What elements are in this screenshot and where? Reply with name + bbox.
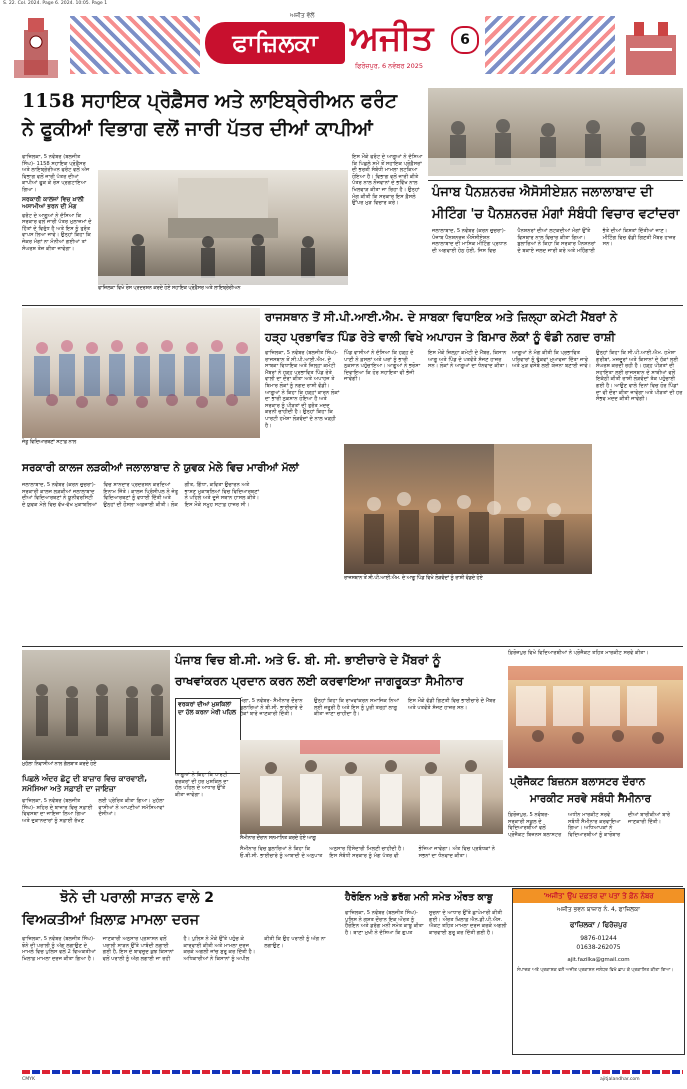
story5-pull — [175, 698, 241, 774]
masthead — [0, 10, 687, 80]
row-divider-3 — [22, 886, 683, 887]
story7-body: ਫ਼ਿਰੋਜ਼ਪੁਰ, 5 ਨਵੰਬਰ- ਸਰਕਾਰੀ ਸਕੂਲ ਦੇ ਵਿਦਿਆਰਥੀਆਂ ਵਲੋਂ ਪ੍ਰੋਜੈਕਟ ਬਿਜ਼ਨਸ ਬਲਾਸਟਰ ਅਧੀਨ ਮਾਰਕੀਟ ਸਰਵੇ ਸਬੰਧੀ ਸੈਮੀਨਾਰ ਕਰਵਾਇਆ ਗਿਆ। ਅਧਿਆਪਕਾਂ ਨੇ ਵਿਦਿਆਰਥੀਆਂ ਨੂੰ ਕਾਰੋਬਾਰ ਦੀਆਂ ਬਾਰੀਕੀਆਂ ਬਾਰੇ ਜਾਣਕਾਰੀ ਦਿੱਤੀ। — [508, 812, 671, 838]
story1-photo — [98, 170, 348, 285]
masthead-left-ornament — [6, 10, 66, 80]
story2-rule — [428, 180, 683, 181]
story3-col-5: ਉਨ੍ਹਾਂ ਕਿਹਾ ਕਿ ਸੀ.ਪੀ.ਆਈ.ਐਮ. ਹਮੇਸ਼ਾ ਗਰੀਬਾਂ, ਮਜ਼ਦੂਰਾਂ ਅਤੇ ਕਿਸਾਨਾਂ ਦੇ ਹੱਕਾਂ ਲਈ ਸੰਘਰਸ਼ ਕਰਦੀ ਰਹੀ ਹੈ। ਹੜ੍ਹ ਪੀੜਤਾਂ ਦੀ ਸਹਾਇਤਾ ਲਈ ਰਾਜਸਥਾਨ ਦੇ ਸਾਥੀਆਂ ਵਲੋਂ ਇਕੱਠੀ ਕੀਤੀ ਰਾਸ਼ੀ ਲੋੜਵੰਦਾਂ ਤੱਕ ਪਹੁੰਚਾਈ ਗਈ ਹੈ। ਆਉਣ ਵਾਲੇ ਦਿਨਾਂ ਵਿਚ ਹੋਰ ਪਿੰਡਾਂ ਦਾ ਵੀ ਦੌਰਾ ਕੀਤਾ ਜਾਵੇਗਾ ਅਤੇ ਪੀੜਤਾਂ ਦੀ ਹਰ ਸੰਭਵ ਮਦਦ ਕੀਤੀ ਜਾਵੇਗੀ। — [596, 350, 683, 403]
office-ad-footer-text: ਸੰਪਾਦਕ ਅਤੇ ਪ੍ਰਕਾਸ਼ਕ ਵਲੋਂ ਅਜੀਤ ਪ੍ਰਕਾਸ਼ਨ ਜਲੰਧਰ ਵਿਖੇ ਛਾਪ ਕੇ ਪ੍ਰਕਾਸ਼ਿਤ ਕੀਤਾ ਗਿਆ। — [517, 968, 674, 973]
office-ad-phone1: 9876-01244 — [580, 935, 617, 942]
story3-col-1: ਫਾਜ਼ਿਲਕਾ, 5 ਨਵੰਬਰ (ਬਲਜੀਤ ਸਿੰਘ)- ਰਾਜਸਥਾਨ ਤੋਂ ਸੀ.ਪੀ.ਆਈ.ਐਮ. ਦੇ ਸਾਬਕਾ ਵਿਧਾਇਕ ਅਤੇ ਜ਼ਿਲ੍ਹਾ ਕਮੇਟੀ ਮੈਂਬਰਾਂ ਨੇ ਹੜ੍ਹ ਪ੍ਰਭਾਵਿਤ ਪਿੰਡ ਰੇਤੇ ਵਾਲੀ ਦਾ ਦੌਰਾ ਕੀਤਾ ਅਤੇ ਅਪਾਹਜ ਤੇ ਬਿਮਾਰ ਲੋਕਾਂ ਨੂੰ ਨਗਦ ਰਾਸ਼ੀ ਵੰਡੀ। ਆਗੂਆਂ ਨੇ ਕਿਹਾ ਕਿ ਹੜ੍ਹਾਂ ਕਾਰਨ ਲੋਕਾਂ ਦਾ ਭਾਰੀ ਨੁਕਸਾਨ ਹੋਇਆ ਹੈ ਅਤੇ ਸਰਕਾਰ ਨੂੰ ਪੀੜਤਾਂ ਦੀ ਤੁਰੰਤ ਮਦਦ ਕਰਨੀ ਚਾਹੀਦੀ ਹੈ। ਉਨ੍ਹਾਂ ਕਿਹਾ ਕਿ ਪਾਰਟੀ ਹਮੇਸ਼ਾ ਲੋੜਵੰਦਾਂ ਦੇ ਨਾਲ ਖੜ੍ਹੀ ਹੈ। — [265, 350, 340, 429]
office-ad-phones — [513, 934, 684, 952]
story5-col-1: ਮੋਗਾ, 5 ਨਵੰਬਰ- ਸੈਮੀਨਾਰ ਦੌਰਾਨ ਬੁਲਾਰਿਆਂ ਨੇ ਬੀ.ਸੀ. ਭਾਈਚਾਰੇ ਦੇ ਹੱਕਾਂ ਬਾਰੇ ਜਾਣਕਾਰੀ ਦਿੱਤੀ। — [240, 698, 303, 718]
masthead-city-box — [205, 22, 345, 64]
masthead-city: ਫਾਜ਼ਿਲਕਾ — [232, 29, 318, 57]
story5-pull-text: ਵਰਕਰਾਂ ਦੀਆਂ ਮੁਸ਼ਕਿਲਾਂ ਦਾ ਹੱਲ ਕਰਨਾ ਮੇਰੀ ਪਹਿਲ — [178, 701, 237, 716]
protest-photo-icon — [98, 170, 348, 285]
story1-headline-1: 1158 ਸਹਾਇਕ ਪ੍ਰੋਫ਼ੈਸਰ ਅਤੇ ਲਾਇਬ੍ਰੇਰੀਅਨ ਫਰੰਟ — [22, 90, 398, 112]
masthead-right-ornament — [620, 10, 682, 80]
crowd-photo-icon — [344, 444, 592, 574]
office-ad-label: ਫਾਜ਼ਿਲਕਾ / ਫਿਰੋਜ਼ਪੁਰ — [570, 921, 627, 929]
masthead-pattern-right — [485, 16, 615, 74]
masthead-tag: ਅਜੀਤ ਵੱਲੋਂ — [290, 12, 315, 19]
story1-col-2: ਇਸ ਮੌਕੇ ਫਰੰਟ ਦੇ ਆਗੂਆਂ ਨੇ ਦੱਸਿਆ ਕਿ ਪਿਛਲੇ ਸਮੇਂ ਤੋਂ ਸਹਾਇਕ ਪ੍ਰੋਫ਼ੈਸਰਾਂ ਦੀ ਭਰਤੀ ਸੰਬੰਧੀ ਮਾਮਲਾ ਲਟਕਿਆ ਹੋਇਆ ਹੈ। ਵਿਭਾਗ ਵਲੋਂ ਜਾਰੀ ਕੀਤੇ ਪੱਤਰ ਨਾਲ ਨੌਜਵਾਨਾਂ ਦੇ ਭਵਿੱਖ ਨਾਲ ਖਿਲਵਾੜ ਕੀਤਾ ਜਾ ਰਿਹਾ ਹੈ। ਉਨ੍ਹਾਂ ਮੰਗ ਕੀਤੀ ਕਿ ਸਰਕਾਰ ਇਸ ਫ਼ੈਸਲੇ ਉੱਪਰ ਮੁੜ ਵਿਚਾਰ ਕਰੇ। — [352, 154, 423, 207]
story9-body: ਫਾਜ਼ਿਲਕਾ, 5 ਨਵੰਬਰ (ਬਲਜੀਤ ਸਿੰਘ)- ਪੁਲਿਸ ਨੇ ਗਸ਼ਤ ਦੌਰਾਨ ਇਕ ਔਰਤ ਨੂੰ ਹੈਰੋਇਨ ਅਤੇ ਡਰੱਗ ਮਨੀ ਸਮੇਤ ਕਾਬੂ ਕੀਤਾ ਹੈ। ਥਾਣਾ ਮੁਖੀ ਨੇ ਦੱਸਿਆ ਕਿ ਗੁਪਤ ਸੂਚਨਾ ਦੇ ਆਧਾਰ ਉੱਤੇ ਛਾਪੇਮਾਰੀ ਕੀਤੀ ਗਈ। ਔਰਤ ਖ਼ਿਲਾਫ਼ ਐਨ.ਡੀ.ਪੀ.ਐਸ. ਐਕਟ ਤਹਿਤ ਮਾਮਲਾ ਦਰਜ ਕਰਕੇ ਅਗਲੀ ਕਾਰਵਾਈ ਸ਼ੁਰੂ ਕਰ ਦਿੱਤੀ ਗਈ ਹੈ। — [345, 910, 507, 936]
masthead-date: ਫਿਰੋਜ਼ਪੁਰ, 6 ਨਵੰਬਰ 2025 — [355, 62, 423, 70]
page-number-badge — [451, 26, 479, 54]
story4-body: ਜਲਾਲਾਬਾਦ, 5 ਨਵੰਬਰ (ਕਰਨ ਚੁਚਰਾ)- ਸਰਕਾਰੀ ਕਾਲਜ ਲੜਕੀਆਂ ਜਲਾਲਾਬਾਦ ਦੀਆਂ ਵਿਦਿਆਰਥਣਾਂ ਨੇ ਯੂਨੀਵਰਸਿਟੀ ਦੇ ਯੁਵਕ ਮੇਲੇ ਵਿਚ ਵੱਖ-ਵੱਖ ਮੁਕਾਬਲਿਆਂ ਵਿਚ ਸ਼ਾਨਦਾਰ ਪ੍ਰਦਰਸ਼ਨ ਕਰਦਿਆਂ ਇਨਾਮ ਜਿੱਤੇ। ਕਾਲਜ ਪ੍ਰਿੰਸੀਪਲ ਨੇ ਜੇਤੂ ਵਿਦਿਆਰਥਣਾਂ ਨੂੰ ਵਧਾਈ ਦਿੱਤੀ ਅਤੇ ਉਨ੍ਹਾਂ ਦੀ ਹੌਸਲਾ ਅਫ਼ਜ਼ਾਈ ਕੀਤੀ। ਲੋਕ ਗੀਤ, ਗਿੱਧਾ, ਕਵਿਤਾ ਉਚਾਰਨ ਅਤੇ ਭਾਸ਼ਣ ਮੁਕਾਬਲਿਆਂ ਵਿਚ ਵਿਦਿਆਰਥਣਾਂ ਨੇ ਪਹਿਲੇ ਅਤੇ ਦੂਜੇ ਸਥਾਨ ਹਾਸਲ ਕੀਤੇ। ਇਸ ਮੌਕੇ ਸਮੂਹ ਸਟਾਫ਼ ਹਾਜ਼ਰ ਸੀ। — [22, 482, 260, 508]
office-ad-phone2: 01638-262075 — [576, 944, 621, 951]
story2-photo — [428, 88, 683, 176]
palace-icon — [620, 10, 682, 80]
office-ad-email: ajit.fazilka@gmail.com — [567, 957, 630, 963]
story4-photo — [22, 308, 260, 438]
footer-color-bar — [22, 1070, 683, 1074]
office-ad-line1: ਅਜੀਤ ਭਵਨ ਬਾਜ਼ਾਰ ਨੰ. 4, ਫਾਜ਼ਿਲਕਾ — [557, 906, 640, 913]
topline: S. 22. Col. 2024. Page 6. 2024. 10:05. Page 1 — [3, 1, 108, 6]
story6-photo — [22, 650, 170, 760]
story5-headline-1: ਪੰਜਾਬ ਵਿਚ ਬੀ.ਸੀ. ਅਤੇ ਓ. ਬੀ. ਸੀ. ਭਾਈਚਾਰੇ ਦੇ ਮੈਂਬਰਾਂ ਨੂੰ — [175, 653, 441, 667]
story8-headline-1: ਝੋਨੇ ਦੀ ਪਰਾਲੀ ਸਾੜਨ ਵਾਲੇ 2 — [60, 890, 214, 906]
story5-caption: ਸੈਮੀਨਾਰ ਦੌਰਾਨ ਸਨਮਾਨਿਤ ਕਰਦੇ ਹੋਏ ਆਗੂ — [240, 836, 316, 841]
shop-photo-icon — [508, 666, 683, 768]
story5-col-2: ਉਨ੍ਹਾਂ ਕਿਹਾ ਕਿ ਰਾਖਵਾਂਕਰਨ ਸਮਾਜਿਕ ਨਿਆਂ ਲਈ ਜ਼ਰੂਰੀ ਹੈ ਅਤੇ ਇਸ ਨੂੰ ਪੂਰੀ ਤਰ੍ਹਾਂ ਲਾਗੂ ਕੀਤਾ ਜਾਣਾ ਚਾਹੀਦਾ ਹੈ। — [314, 698, 400, 718]
row-divider-2 — [22, 646, 683, 647]
story6-headline: ਪਿਛਲੇ ਅੰਦਰ ਛੋਟੂ ਦੀ ਬਾਜ਼ਾਰ ਵਿਚ ਕਾਰਵਾਈ, ਸਮੱਸਿਆ ਅਤੇ ਸਫ਼ਾਈ ਦਾ ਜਾਇਜ਼ਾ — [22, 774, 148, 793]
story3-headline-1: ਰਾਜਸਥਾਨ ਤੋਂ ਸੀ.ਪੀ.ਆਈ.ਐਮ. ਦੇ ਸਾਬਕਾ ਵਿਧਾਇਕ ਅਤੇ ਜ਼ਿਲ੍ਹਾ ਕਮੇਟੀ ਮੈਂਬਰਾਂ ਨੇ — [265, 310, 618, 324]
story1-headline-2: ਨੇ ਫੂਕੀਆਂ ਵਿਭਾਗ ਵਲੋਂ ਜਾਰੀ ਪੱਤਰ ਦੀਆਂ ਕਾਪੀਆਂ — [22, 118, 373, 140]
office-ad-title: 'ਅਜੀਤ' ਉਪ ਦਫ਼ਤਰ ਦਾ ਪਤਾ ਤੇ ਫ਼ੋਨ ਨੰਬਰ — [513, 889, 684, 903]
story6-caption: ਮੁਹੱਲਾ ਨਿਵਾਸੀਆਂ ਨਾਲ ਗੱਲਬਾਤ ਕਰਦੇ ਹੋਏ — [22, 762, 97, 767]
seminar-photo-icon — [240, 740, 503, 834]
story3-headline-2: ਹੜ੍ਹ ਪ੍ਰਭਾਵਿਤ ਪਿੰਡ ਰੇਤੇ ਵਾਲੀ ਵਿਖੇ ਅਪਾਹਜ ਤੇ ਬਿਮਾਰ ਲੋਕਾਂ ਨੂੰ ਵੰਡੀ ਨਗਦ ਰਾਸ਼ੀ — [265, 330, 616, 344]
office-ad-box — [512, 888, 685, 1055]
story1-sub: ਸਰਕਾਰੀ ਕਾਲਜਾਂ ਵਿਚ ਖ਼ਾਲੀ ਅਸਾਮੀਆਂ ਭਰਨ ਦੀ ਮੰਗ — [22, 195, 84, 211]
story3-col-2: ਪਿੰਡ ਵਾਸੀਆਂ ਨੇ ਦੱਸਿਆ ਕਿ ਹੜ੍ਹ ਦੇ ਪਾਣੀ ਨੇ ਫ਼ਸਲਾਂ ਅਤੇ ਘਰਾਂ ਨੂੰ ਭਾਰੀ ਨੁਕਸਾਨ ਪਹੁੰਚਾਇਆ। ਆਗੂਆਂ ਨੇ ਭਰੋਸਾ ਦਿਵਾਇਆ ਕਿ ਹੋਰ ਸਹਾਇਤਾ ਵੀ ਭੇਜੀ ਜਾਵੇਗੀ। — [344, 350, 421, 383]
story7-headline-2: ਮਾਰਕੀਟ ਸਰਵੇ ਸਬੰਧੀ ਸੈਮੀਨਾਰ — [530, 793, 651, 805]
story2-headline-1: ਪੰਜਾਬ ਪੈਨਸ਼ਨਰਜ਼ ਐਸੋਸੀਏਸ਼ਨ ਜਲਾਲਾਬਾਦ ਦੀ — [432, 185, 653, 200]
story6-body: ਫਾਜ਼ਿਲਕਾ, 5 ਨਵੰਬਰ (ਬਲਜੀਤ ਸਿੰਘ)- ਸ਼ਹਿਰ ਦੇ ਬਾਜ਼ਾਰ ਵਿਚ ਸਫ਼ਾਈ ਵਿਵਸਥਾ ਦਾ ਜਾਇਜ਼ਾ ਲਿਆ ਗਿਆ ਅਤੇ ਦੁਕਾਨਦਾਰਾਂ ਨੂੰ ਸਫ਼ਾਈ ਰੱਖਣ ਲਈ ਪ੍ਰੇਰਿਤ ਕੀਤਾ ਗਿਆ। ਮੁਹੱਲਾ ਵਾਸੀਆਂ ਨੇ ਆਪਣੀਆਂ ਸਮੱਸਿਆਵਾਂ ਦੱਸੀਆਂ। — [22, 798, 165, 824]
clock-tower-icon — [6, 10, 66, 80]
story5-photo — [240, 740, 503, 834]
story7-top-text: ਫ਼ਿਰੋਜ਼ਪੁਰ ਵਿਖੇ ਵਿਦਿਆਰਥੀਆਂ ਨੇ ਪ੍ਰੋਜੈਕਟ ਤਹਿਤ ਮਾਰਕੀਟ ਸਰਵੇ ਕੀਤਾ। — [508, 650, 649, 656]
story3-col-4: ਆਗੂਆਂ ਨੇ ਮੰਗ ਕੀਤੀ ਕਿ ਪ੍ਰਭਾਵਿਤ ਪਰਿਵਾਰਾਂ ਨੂੰ ਢੁੱਕਵਾਂ ਮੁਆਵਜ਼ਾ ਦਿੱਤਾ ਜਾਵੇ ਅਤੇ ਮੁੜ ਵਸੇਬੇ ਲਈ ਯੋਜਨਾ ਬਣਾਈ ਜਾਵੇ। — [512, 350, 592, 370]
story4-headline: ਸਰਕਾਰੀ ਕਾਲਜ ਲੜਕੀਆਂ ਜਲਾਲਾਬਾਦ ਨੇ ਯੁਵਕ ਮੇਲੇ ਵਿਚ ਮਾਰੀਆਂ ਮੱਲਾਂ — [22, 462, 299, 474]
story5-col-3: ਇਸ ਮੌਕੇ ਵੱਡੀ ਗਿਣਤੀ ਵਿਚ ਭਾਈਚਾਰੇ ਦੇ ਮੈਂਬਰ ਅਤੇ ਪਤਵੰਤੇ ਸੱਜਣ ਹਾਜ਼ਰ ਸਨ। — [408, 698, 496, 711]
row-divider-1 — [22, 305, 683, 306]
footer-left: CMYK — [22, 1077, 35, 1082]
story4-caption: ਜੇਤੂ ਵਿਦਿਆਰਥਣਾਂ ਸਟਾਫ਼ ਨਾਲ — [22, 440, 77, 445]
people-photo-icon — [428, 88, 683, 176]
story9-headline: ਹੈਰੋਇਨ ਅਤੇ ਡਰੱਗ ਮਨੀ ਸਮੇਤ ਔਰਤ ਕਾਬੂ — [345, 892, 493, 903]
masthead-paper: ਅਜੀਤ — [350, 18, 434, 58]
story8-headline-2: ਵਿਅਕਤੀਆਂ ਖ਼ਿਲਾਫ਼ ਮਾਮਲਾ ਦਰਜ — [22, 912, 199, 928]
footer-right: ajitjalandhar.com — [600, 1077, 640, 1082]
story3-photo — [344, 444, 592, 574]
story1-caption: ਫਾਜ਼ਿਲਕਾ ਵਿਖੇ ਰੋਸ ਪ੍ਰਦਰਸ਼ਨ ਕਰਦੇ ਹੋਏ ਸਹਾਇਕ ਪ੍ਰੋਫ਼ੈਸਰ ਅਤੇ ਲਾਇਬ੍ਰੇਰੀਅਨ — [98, 286, 241, 291]
story2-body: ਜਲਾਲਾਬਾਦ, 5 ਨਵੰਬਰ (ਕਰਨ ਚੁਚਰਾ)- ਪੰਜਾਬ ਪੈਨਸ਼ਨਰਜ਼ ਐਸੋਸੀਏਸ਼ਨ ਜਲਾਲਾਬਾਦ ਦੀ ਮਾਸਿਕ ਮੀਟਿੰਗ ਪ੍ਰਧਾਨ ਦੀ ਅਗਵਾਈ ਹੇਠ ਹੋਈ, ਜਿਸ ਵਿਚ ਪੈਨਸ਼ਨਰਾਂ ਦੀਆਂ ਲਟਕਦੀਆਂ ਮੰਗਾਂ ਉੱਤੇ ਵਿਸਥਾਰ ਨਾਲ ਵਿਚਾਰ ਕੀਤਾ ਗਿਆ। ਬੁਲਾਰਿਆਂ ਨੇ ਕਿਹਾ ਕਿ ਸਰਕਾਰ ਪੈਨਸ਼ਨਰਾਂ ਦੇ ਬਕਾਏ ਜਲਦ ਜਾਰੀ ਕਰੇ ਅਤੇ ਮਹਿੰਗਾਈ ਭੱਤੇ ਦੀਆਂ ਕਿਸ਼ਤਾਂ ਦਿੱਤੀਆਂ ਜਾਣ। ਮੀਟਿੰਗ ਵਿਚ ਵੱਡੀ ਗਿਣਤੀ ਮੈਂਬਰ ਹਾਜ਼ਰ ਸਨ। — [432, 228, 676, 254]
story8-body: ਫਾਜ਼ਿਲਕਾ, 5 ਨਵੰਬਰ (ਬਲਜੀਤ ਸਿੰਘ)- ਝੋਨੇ ਦੀ ਪਰਾਲੀ ਨੂੰ ਅੱਗ ਲਗਾਉਣ ਦੇ ਮਾਮਲੇ ਵਿਚ ਪੁਲਿਸ ਵਲੋਂ 2 ਵਿਅਕਤੀਆਂ ਖ਼ਿਲਾਫ਼ ਮਾਮਲਾ ਦਰਜ ਕੀਤਾ ਗਿਆ ਹੈ। ਜਾਣਕਾਰੀ ਅਨੁਸਾਰ ਪ੍ਰਸ਼ਾਸਨ ਵਲੋਂ ਪਰਾਲੀ ਸਾੜਨ ਉੱਤੇ ਪਾਬੰਦੀ ਲਗਾਈ ਗਈ ਹੈ, ਇਸ ਦੇ ਬਾਵਜੂਦ ਕੁਝ ਕਿਸਾਨਾਂ ਵਲੋਂ ਪਰਾਲੀ ਨੂੰ ਅੱਗ ਲਗਾਈ ਜਾ ਰਹੀ ਹੈ। ਪੁਲਿਸ ਨੇ ਮੌਕੇ ਉੱਤੇ ਪਹੁੰਚ ਕੇ ਕਾਰਵਾਈ ਕੀਤੀ ਅਤੇ ਮਾਮਲਾ ਦਰਜ ਕਰਕੇ ਅਗਲੀ ਜਾਂਚ ਸ਼ੁਰੂ ਕਰ ਦਿੱਤੀ ਹੈ। ਅਧਿਕਾਰੀਆਂ ਨੇ ਕਿਸਾਨਾਂ ਨੂੰ ਅਪੀਲ ਕੀਤੀ ਕਿ ਉਹ ਪਰਾਲੀ ਨੂੰ ਅੱਗ ਨਾ ਲਗਾਉਣ। — [22, 936, 326, 962]
story5-headline-2: ਰਾਖਵਾਂਕਰਨ ਪ੍ਰਦਾਨ ਕਰਨ ਲਈ ਕਰਵਾਇਆ ਜਾਗਰੂਕਤਾ ਸੈਮੀਨਾਰ — [175, 674, 464, 688]
group-photo-icon — [22, 308, 260, 438]
story5-col-4: ਆਗੂਆਂ ਨੇ ਕਿਹਾ ਕਿ ਪਾਰਟੀ ਵਰਕਰਾਂ ਦੀ ਹਰ ਮੁਸ਼ਕਿਲ ਦਾ ਹੱਲ ਪਹਿਲ ਦੇ ਆਧਾਰ ਉੱਤੇ ਕੀਤਾ ਜਾਵੇਗਾ। — [175, 772, 229, 798]
story7-photo — [508, 666, 683, 768]
page-number: 6 — [460, 32, 470, 48]
story7-headline-1: ਪ੍ਰੋਜੈਕਟ ਬਿਜ਼ਨਸ ਬਲਾਸਟਰ ਦੌਰਾਨ — [510, 776, 646, 788]
story3-caption: ਰਾਜਸਥਾਨ ਤੋਂ ਸੀ.ਪੀ.ਆਈ.ਐਮ. ਦੇ ਆਗੂ ਪਿੰਡ ਵਿਖੇ ਲੋੜਵੰਦਾਂ ਨੂੰ ਰਾਸ਼ੀ ਵੰਡਦੇ ਹੋਏ — [344, 576, 483, 581]
story1-col-1: ਫਾਜ਼ਿਲਕਾ, 5 ਨਵੰਬਰ (ਬਲਜੀਤ ਸਿੰਘ)- 1158 ਸਹਾਇਕ ਪ੍ਰੋਫ਼ੈਸਰ ਅਤੇ ਲਾਇਬ੍ਰੇਰੀਅਨ ਫਰੰਟ ਵਲੋਂ ਅੱਜ ਵਿਭਾਗ ਵਲੋਂ ਜਾਰੀ ਪੱਤਰ ਦੀਆਂ ਕਾਪੀਆਂ ਫੂਕ ਕੇ ਰੋਸ ਪ੍ਰਗਟਾਇਆ ਗਿਆ। ਸਰਕਾਰੀ ਕਾਲਜਾਂ ਵਿਚ ਖ਼ਾਲੀ ਅਸਾਮੀਆਂ ਭਰਨ ਦੀ ਮੰਗ ਫਰੰਟ ਦੇ ਆਗੂਆਂ ਨੇ ਦੱਸਿਆ ਕਿ ਸਰਕਾਰ ਵਲੋਂ ਜਾਰੀ ਪੱਤਰ ਮੁਲਾਜ਼ਮਾਂ ਦੇ ਹਿੱਤਾਂ ਦੇ ਵਿਰੁੱਧ ਹੈ ਅਤੇ ਇਸ ਨੂੰ ਤੁਰੰਤ ਵਾਪਸ ਲਿਆ ਜਾਵੇ। ਉਨ੍ਹਾਂ ਕਿਹਾ ਕਿ ਜੇਕਰ ਮੰਗਾਂ ਨਾ ਮੰਨੀਆਂ ਗਈਆਂ ਤਾਂ ਸੰਘਰਸ਼ ਤੇਜ਼ ਕੀਤਾ ਜਾਵੇਗਾ। — [22, 154, 94, 304]
story2-headline-2: ਮੀਟਿੰਗ 'ਚ ਪੈਨਸ਼ਨਰਜ਼ ਮੰਗਾਂ ਸੰਬੰਧੀ ਵਿਚਾਰ ਵਟਾਂਦਰਾ — [432, 207, 680, 222]
street-photo-icon — [22, 650, 170, 760]
masthead-pattern-left — [70, 16, 200, 74]
story3-col-3: ਇਸ ਮੌਕੇ ਜ਼ਿਲ੍ਹਾ ਕਮੇਟੀ ਦੇ ਮੈਂਬਰ, ਕਿਸਾਨ ਆਗੂ ਅਤੇ ਪਿੰਡ ਦੇ ਪਤਵੰਤੇ ਸੱਜਣ ਹਾਜ਼ਰ ਸਨ। ਲੋਕਾਂ ਨੇ ਆਗੂਆਂ ਦਾ ਧੰਨਵਾਦ ਕੀਤਾ। — [428, 350, 508, 370]
story5-col-5: ਸੈਮੀਨਾਰ ਵਿਚ ਬੁਲਾਰਿਆਂ ਨੇ ਕਿਹਾ ਕਿ ਓ.ਬੀ.ਸੀ. ਭਾਈਚਾਰੇ ਨੂੰ ਆਬਾਦੀ ਦੇ ਅਨੁਪਾਤ ਅਨੁਸਾਰ ਹਿੱਸੇਦਾਰੀ ਮਿਲਣੀ ਚਾਹੀਦੀ ਹੈ। ਇਸ ਸੰਬੰਧੀ ਸਰਕਾਰ ਨੂੰ ਮੰਗ ਪੱਤਰ ਵੀ ਭੇਜਿਆ ਜਾਵੇਗਾ। ਅੰਤ ਵਿਚ ਪ੍ਰਬੰਧਕਾਂ ਨੇ ਸਭਨਾਂ ਦਾ ਧੰਨਵਾਦ ਕੀਤਾ। — [240, 846, 496, 859]
